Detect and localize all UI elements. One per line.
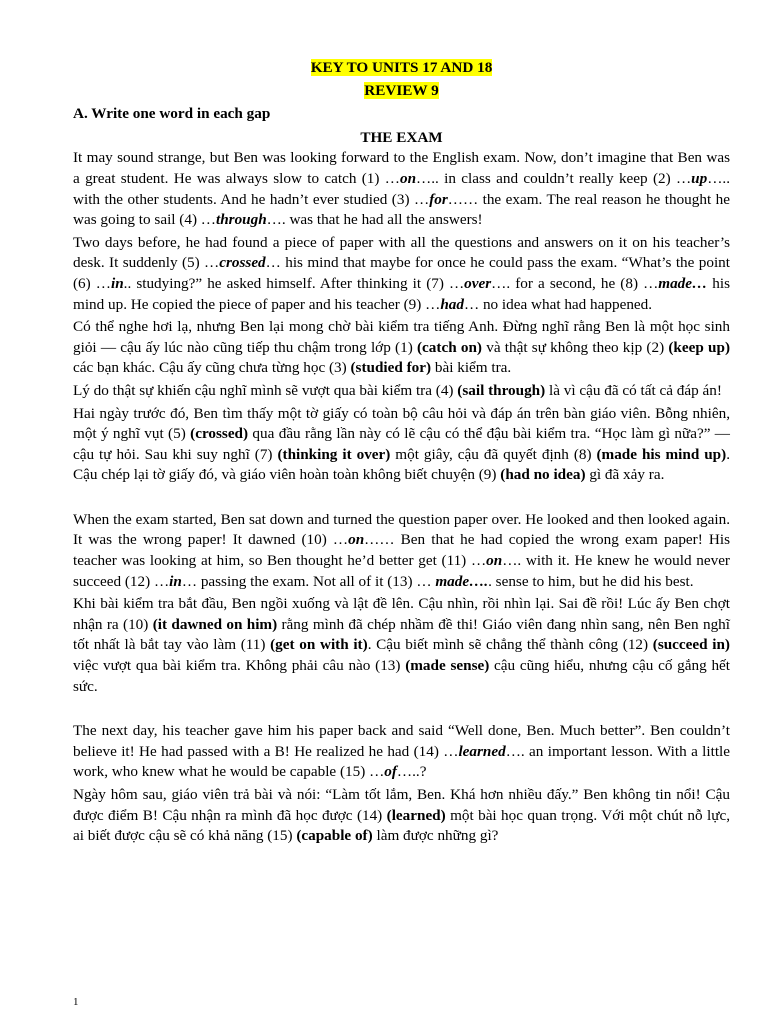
text-segment: …..? [396, 763, 427, 781]
text-segment: …. with it. He knew he would never succeed (12) … [73, 552, 730, 590]
story-title: THE EXAM [360, 128, 443, 146]
answer-phrase: (studied for) [350, 359, 432, 377]
answer-phrase: (capable of) [296, 827, 373, 845]
text-segment: …… Ben that he had copied the wrong exam paper! His teacher was looking at him, so Ben thought he’d better get (11) … [73, 531, 731, 570]
text-segment: bài kiểm tra. [431, 359, 512, 377]
answer-word: had [440, 295, 464, 313]
title-highlight: KEY TO UNITS 17 AND 18 [310, 59, 493, 76]
page-title [73, 58, 730, 79]
answer-phrase: (thinking it over) [277, 445, 391, 463]
answer-word: on [348, 531, 365, 549]
document-page [73, 58, 730, 849]
answer-word: on [486, 552, 503, 570]
answer-phrase: (catch on) [417, 338, 482, 356]
text-segment: . Cậu chép lại tờ giấy đó, và giáo viên hoàn toàn không biết chuyện (9) [73, 445, 730, 484]
text-segment: Two days before, he had found a piece of paper with all the questions and answers on it on his teacher’s desk. It suddenly (5) … [73, 233, 730, 272]
text-segment: It may sound strange, but Ben was looking forward to the English exam. Now, don’t imagine that Ben was a great student. He was always slow to catch (1) … [73, 149, 730, 187]
answer-word: of [384, 763, 397, 781]
text-segment: …. an important lesson. With a little work, who knew what he would be capable (15) … [73, 742, 730, 781]
text-segment: rằng mình đã chép nhầm đề thi! Giáo viên đang nhìn sang, nên Ben nghĩ tốt nhất là bắt tay vào làm (11) [73, 615, 730, 654]
paragraph [73, 785, 730, 847]
paragraph [73, 148, 730, 230]
answer-word: learned [458, 742, 506, 760]
paragraph [73, 594, 730, 697]
section-heading: A. Write one word in each gap [73, 105, 271, 123]
answer-phrase: (had no idea) [500, 466, 586, 484]
text-segment: …… the exam. The real reason he thought he was going to sail (4) … [73, 190, 730, 229]
paragraph [73, 317, 730, 379]
paragraph [73, 510, 730, 592]
text-segment: và thật sự không theo kịp (2) [481, 338, 669, 356]
text-segment: Khi bài kiểm tra bắt đầu, Ben ngồi xuống và lật đề lên. Cậu nhìn, rồi nhìn lại. Sai đề rồi! Lúc ấy Ben chợt nhận ra (10) [73, 595, 730, 633]
answer-phrase: (get on with it) [270, 636, 368, 654]
answer-word: crossed [219, 254, 266, 272]
text-segment: The next day, his teacher gave him his paper back and said “Well done, Ben. Much better”. Ben couldn’t believe it! He had passed with a B! He realized he had (14) … [73, 722, 730, 760]
answer-word: made…. [435, 572, 489, 590]
text-segment: ….. in class and couldn’t really keep (2) … [416, 169, 692, 187]
answer-phrase: (made sense) [405, 657, 490, 675]
text-segment: his mind up. He copied the piece of paper and his teacher (9) … [73, 274, 731, 313]
page-number: 1 [73, 996, 79, 1008]
text-segment: … no idea what had happened. [463, 295, 653, 313]
text-segment: When the exam started, Ben sat down and turned the question paper over. He looked and then looked again. It was the wrong paper! It dawned (10) … [73, 510, 730, 549]
answer-word: over [464, 274, 492, 292]
answer-word: in [110, 274, 124, 292]
answer-word: made… [658, 274, 708, 292]
text-segment: gì đã xảy ra. [585, 466, 665, 484]
text-segment: làm được những gì? [372, 827, 499, 845]
answer-phrase: (sail through) [457, 381, 546, 399]
text-segment: Ngày hôm sau, giáo viên trả bài và nói: “Làm tốt lắm, Ben. Khá hơn nhiều đấy.” Ben không tin nổi! Cậu được điểm B! Cậu nhận ra mình đã học được (14) [73, 786, 730, 824]
text-segment: .. studying?” he asked himself. After thinking it (7) … [123, 274, 465, 292]
document-body [73, 148, 730, 846]
answer-phrase: (succeed in) [652, 636, 730, 654]
text-segment: Lý do thật sự khiến cậu nghĩ mình sẽ vượt qua bài kiểm tra (4) [73, 381, 458, 399]
answer-phrase: (crossed) [190, 425, 249, 443]
text-segment: …. was that he had all the answers! [266, 211, 483, 229]
text-segment: một bài học quan trọng. Với một chút nỗ lực, ai biết được cậu sẽ có khả năng (15) [73, 806, 730, 845]
page-subtitle [73, 81, 730, 102]
text-segment: qua đầu rằng lần này có lẽ cậu có thể đậu bài kiểm tra. “Học làm gì nữa?” — cậu tự hỏi. Sau khi suy nghĩ (7) [73, 425, 730, 463]
answer-phrase: (keep up) [668, 338, 730, 356]
paragraph [73, 381, 730, 402]
paragraph [73, 404, 730, 486]
text-segment: … his mind that maybe for once he could pass the exam. “What’s the point (6) … [73, 254, 730, 292]
answer-phrase: (made his mind up) [596, 445, 727, 463]
text-segment: . sense to him, but he did his best. [488, 572, 694, 590]
text-segment: cậu cũng hiểu, nhưng cậu cố gắng hết sức. [73, 657, 731, 695]
paragraph [73, 721, 730, 783]
subtitle-highlight: REVIEW 9 [364, 81, 439, 99]
text-segment: một giây, cậu đã quyết định (8) [390, 445, 597, 463]
text-segment: Hai ngày trước đó, Ben tìm thấy một tờ giấy có toàn bộ câu hỏi và đáp án trên bàn giáo viên. Bỗng nhiên, một ý nghĩ vụt (5) [73, 404, 730, 443]
answer-word: up [691, 169, 708, 187]
text-segment: Có thể nghe hơi lạ, nhưng Ben lại mong chờ bài kiểm tra tiếng Anh. Đừng nghĩ rằng Ben là một học sinh giỏi — cậu ấy lúc nào cũng tiếp thu chậm trong lớp (1) [73, 318, 730, 356]
text-segment: các bạn khác. Cậu ấy cũng chưa từng học (3) [73, 359, 351, 377]
text-segment: . Cậu biết mình sẽ chẳng thể thành công (12) [367, 636, 653, 654]
answer-phrase: (it dawned on him) [152, 615, 278, 633]
text-segment: …. for a second, he (8) … [491, 274, 659, 292]
answer-word: for [429, 190, 448, 208]
text-segment: việc vượt qua bài kiểm tra. Không phải câu nào (13) [73, 657, 406, 675]
answer-word: on [399, 169, 417, 187]
paragraph-spacer [73, 699, 730, 721]
paragraph [73, 233, 730, 315]
text-segment: là vì cậu đã có tất cả đáp án! [545, 381, 722, 399]
text-segment: … passing the exam. Not all of it (13) … [181, 572, 436, 590]
answer-word: through [216, 211, 267, 229]
answer-phrase: (learned) [386, 806, 446, 824]
paragraph-spacer [73, 488, 730, 510]
text-segment: ….. with the other students. And he hadn’t ever studied (3) … [73, 169, 730, 208]
answer-word: in [169, 572, 182, 590]
